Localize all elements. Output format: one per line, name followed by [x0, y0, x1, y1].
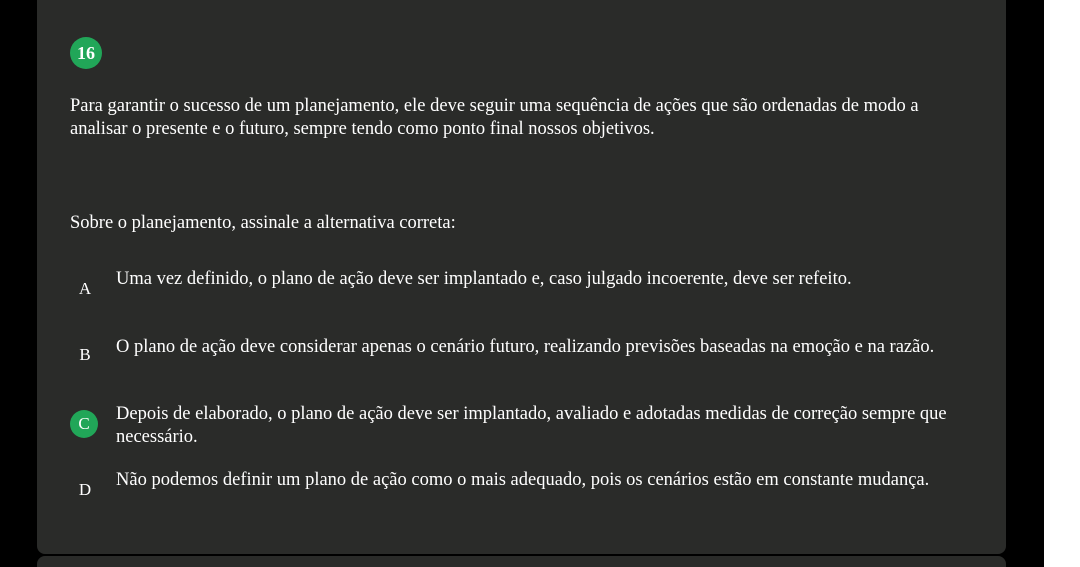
option-b-text[interactable]: O plano de ação deve considerar apenas o cenário futuro, realizando previsões baseadas na emoção e na razão.: [116, 337, 935, 357]
question-stem: Para garantir o sucesso de um planejamento, ele deve seguir uma sequência de ações que são ordenadas de modo a analisar o presente e o futuro, sempre tendo como ponto final nossos objetivos.: [70, 96, 919, 139]
option-c-letter-selected[interactable]: C: [70, 410, 98, 438]
option-d[interactable]: [70, 469, 950, 519]
option-a-letter[interactable]: A: [78, 279, 92, 298]
option-a-text[interactable]: Uma vez definido, o plano de ação deve ser implantado e, caso julgado incoerente, deve ser refeito.: [116, 269, 852, 289]
scrollbar-track: [1044, 0, 1080, 567]
next-card-edge: [37, 556, 1006, 567]
option-b[interactable]: [70, 336, 950, 386]
option-a[interactable]: [70, 268, 950, 318]
question-number-badge: 16: [70, 37, 102, 69]
option-b-letter[interactable]: B: [79, 345, 91, 364]
option-d-letter[interactable]: D: [78, 480, 92, 499]
question-prompt: Sobre o planejamento, assinale a alternativa correta:: [70, 213, 456, 233]
option-c[interactable]: [70, 403, 950, 453]
option-c-text[interactable]: Depois de elaborado, o plano de ação deve ser implantado, avaliado e adotadas medidas de correção sempre que necessário.: [116, 404, 947, 447]
option-d-text[interactable]: Não podemos definir um plano de ação como o mais adequado, pois os cenários estão em constante mudança.: [116, 470, 930, 490]
